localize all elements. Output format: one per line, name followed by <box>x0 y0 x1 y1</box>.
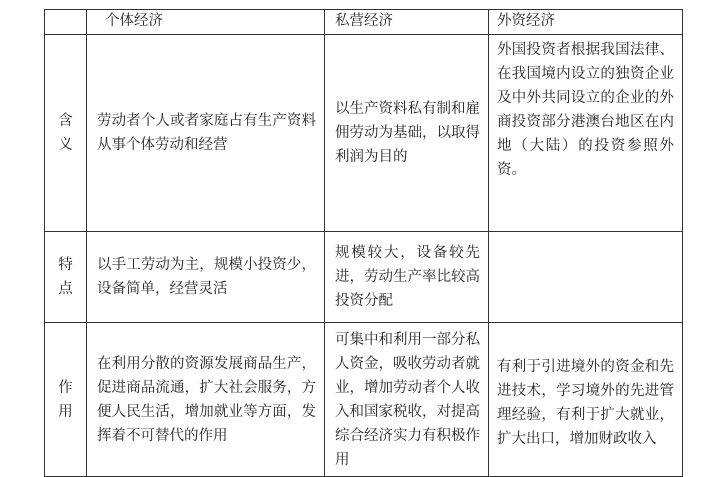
header-corner-cell <box>45 10 87 35</box>
table-row-meaning <box>45 35 683 232</box>
header-individual-economy: 个体经济 <box>87 10 325 35</box>
row-label-char: 用 <box>58 403 73 420</box>
role-private-cell: 可集中和利用一部分私人资金，吸收劳动者就业，增加劳动者个人收入和国家税收，对提高综合经济实力有积极作用 <box>325 323 489 477</box>
meaning-foreign-cell: 外国投资者根据我国法律、在我国境内设立的独资企业及中外共同设立的企业的外商投资部分港澳台地区在内地（大陆）的投资参照外资。 <box>489 35 683 232</box>
table-row-features <box>45 232 683 323</box>
row-label-char: 特 <box>58 257 73 273</box>
row-label-char: 义 <box>58 137 73 153</box>
role-individual-cell: 在利用分散的资源发展商品生产，促进商品流通，扩大社会服务，方便人民生活，增加就业等方面，发挥着不可替代的作用 <box>87 323 325 477</box>
row-label-features <box>45 232 87 323</box>
row-label-char: 作 <box>58 379 73 396</box>
row-label-char: 点 <box>58 281 73 297</box>
header-row <box>45 10 683 35</box>
header-foreign-economy: 外资经济 <box>489 10 683 35</box>
row-label-role <box>45 323 87 477</box>
row-label-char: 含 <box>58 113 73 129</box>
economy-comparison-table <box>44 9 683 477</box>
meaning-individual-cell: 劳动者个人或者家庭占有生产资料从事个体劳动和经营 <box>87 35 325 232</box>
features-foreign-cell <box>489 232 683 323</box>
features-private-cell: 规模较大，设备较先进，劳动生产率比较高 投资分配 <box>325 232 489 323</box>
row-label-meaning <box>45 35 87 232</box>
header-private-economy: 私营经济 <box>325 10 489 35</box>
role-foreign-cell: 有利于引进境外的资金和先进技术，学习境外的先进管理经验，有利于扩大就业，扩大出口，增加财政收入 <box>489 323 683 477</box>
features-individual-cell: 以手工劳动为主，规模小投资少，设备简单，经营灵活 <box>87 232 325 323</box>
meaning-private-cell: 以生产资料私有制和雇佣劳动为基础，以取得利润为目的 <box>325 35 489 232</box>
table-row-role <box>45 323 683 477</box>
